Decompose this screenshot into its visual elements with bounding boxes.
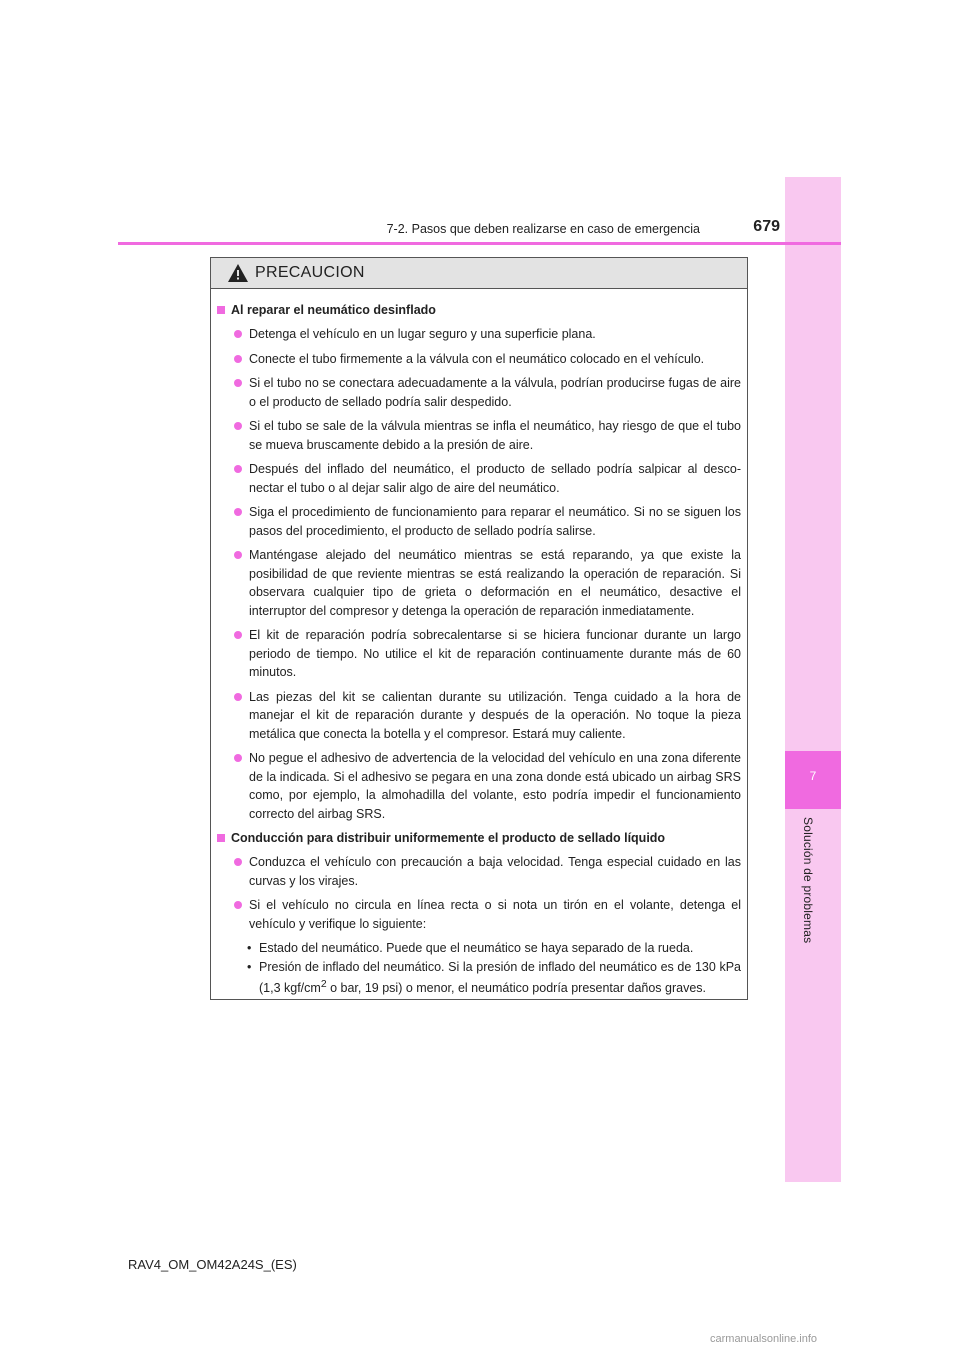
sub-list-item-text: Estado del neumático. Puede que el neumático se haya separado de la rueda. [259,941,694,955]
sub-list-item-text-b: o bar, 19 psi) o menor, el neumático podría presentar daños graves. [326,981,707,996]
sub-list-item-text-a: Presión de inflado del neumático. Si la presión de inflado del neumático es de 130 kPa (1,3 kgf/cm [259,959,741,996]
header-rule [118,242,841,245]
chapter-number: 7 [809,769,817,783]
list-item [234,350,741,369]
caution-header [211,258,747,289]
section-heading [217,301,741,319]
dot-bullet-icon [234,379,242,387]
list-item-text: Si el vehículo no circula en línea recta o si nota un tirón en el volante, detenga el vehículo y verifique lo siguiente: [249,898,741,931]
list-item-text: No pegue el adhesivo de advertencia de la velocidad del vehículo en una zona diferente de la indicada. Si el adhesivo se pegara en una zona donde está ubicado un airbag SRS como, por ejemplo, la almohadilla del volante, esto podría impedir el funcionamiento correcto del airbag SRS. [249,751,741,821]
list-item [234,503,741,540]
watermark: carmanualsonline.info [710,1333,818,1345]
list-item-text: Si el tubo no se conectara adecuadamente a la válvula, podrían producirse fugas de aire o el producto de sellado podría salir despedido. [249,376,741,409]
section-heading-text: Conducción para distribuir uniformemente el producto de sellado líquido [231,831,666,845]
dot-bullet-icon [234,901,242,909]
section-title: 7-2. Pasos que deben realizarse en caso de emergencia [386,222,700,236]
dot-bullet-icon [234,508,242,516]
list-item-text: Las piezas del kit se calientan durante su utilización. Tenga cuidado a la hora de manejar el kit de reparación durante y después de la operación. No toque la pieza metálica que conecta la botella y el compresor. Estará muy caliente. [249,689,741,741]
list-item [234,688,741,744]
chapter-title: Solución de problemas [801,817,815,944]
caution-title: PRECAUCION [255,264,365,281]
warning-triangle-icon [227,263,249,283]
list-item [234,853,741,890]
caution-box [210,257,748,1000]
list-item-text: Manténgase alejado del neumático mientras se está reparando, ya que existe la posibilidad de que reviente mientras se está realizando la operación de reparación. Si observara cualquier tipo de grieta o deformación en el neumático, desactive el interruptor del compresor y detenga la operación de reparación inmediatamente. [249,548,741,618]
dot-bullet-icon [234,330,242,338]
document-code: RAV4_OM_OM42A24S_(ES) [128,1257,297,1272]
list-item-text: Detenga el vehículo en un lugar seguro y una superficie plana. [249,327,596,341]
list-item [234,749,741,823]
dot-bullet-icon [234,422,242,430]
section-heading-text: Al reparar el neumático desinflado [231,303,436,317]
dot-bullet-icon [234,465,242,473]
list-item [234,626,741,682]
dot-bullet-icon [234,754,242,762]
section-heading [217,829,741,847]
list-item [234,374,741,411]
dot-bullet-icon [234,858,242,866]
list-item-text: Siga el procedimiento de funcionamiento para reparar el neumático. Si no se siguen los pasos del procedimiento, el producto de sellado podría salirse. [249,505,741,538]
sub-item-list [217,939,741,998]
square-bullet-icon [217,834,225,842]
page-number: 679 [753,218,780,235]
square-bullet-icon [217,306,225,314]
list-item-text: Conecte el tubo firmemente a la válvula con el neumático colocado en el vehículo. [249,351,705,366]
sub-bullet-icon: • [247,959,252,974]
list-item [234,460,741,497]
superscript: 2 [320,979,327,990]
dot-bullet-icon [234,631,242,639]
list-item [234,417,741,454]
list-item [234,546,741,620]
chapter-side-tab [785,177,841,1182]
sub-list-item [247,958,741,998]
sub-list-item-text [259,958,741,998]
list-item-text: Si el tubo se sale de la válvula mientras se infla el neumático, hay riesgo de que el tubo se mueva bruscamente debido a la presión de aire. [249,419,741,452]
dot-bullet-icon [234,693,242,701]
list-item [234,325,741,344]
list-item-text: Conduzca el vehículo con precaución a baja velocidad. Tenga especial cuidado en las curvas y los virajes. [249,855,741,888]
caution-body [211,289,747,998]
sub-list-item [247,939,741,958]
list-item-text: Después del inflado del neumático, el producto de sellado podría salpicar al desco-nectar el tubo o al dejar salir algo de aire del neumático. [249,462,741,495]
list-item [234,896,741,933]
sub-bullet-icon: • [247,941,252,955]
dot-bullet-icon [234,355,242,363]
dot-bullet-icon [234,551,242,559]
list-item-text: El kit de reparación podría sobrecalentarse si se hiciera funcionar durante un largo periodo de tiempo. No utilice el kit de reparación continuamente durante más de 60 minutos. [249,628,741,679]
